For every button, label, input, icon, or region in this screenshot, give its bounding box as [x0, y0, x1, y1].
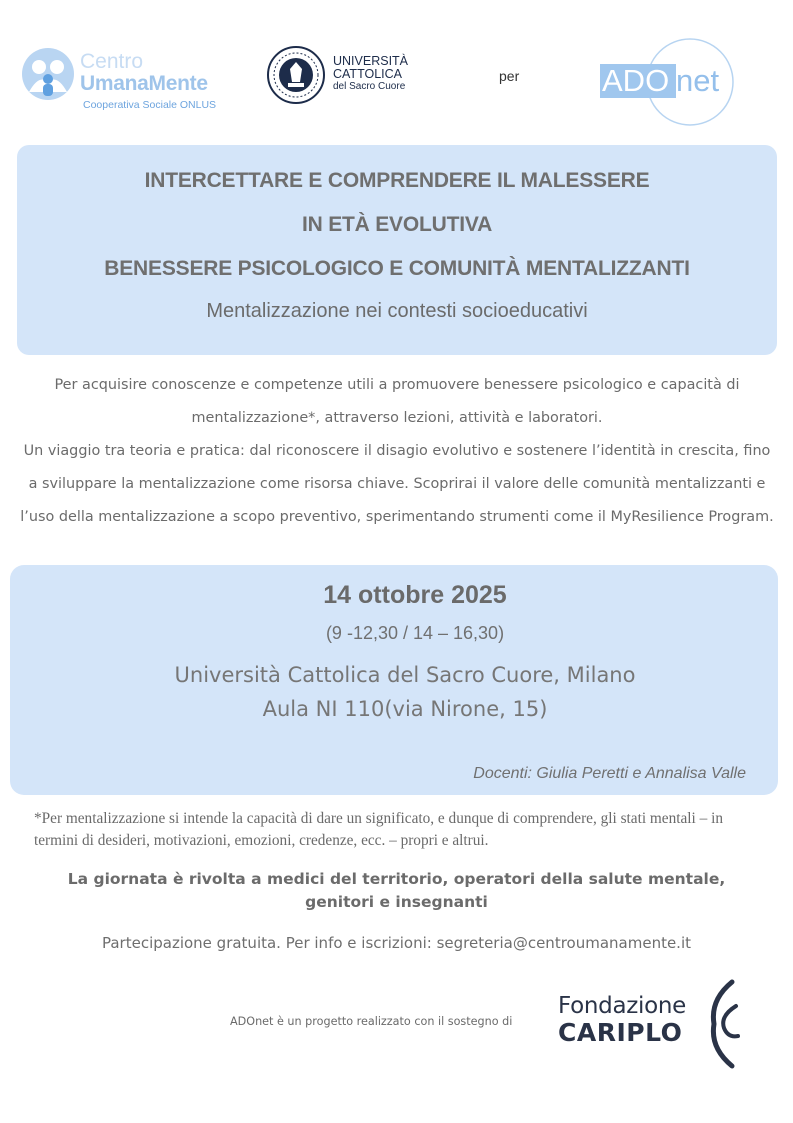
- event-room: Aula NI 110(via Nirone, 15): [262, 697, 548, 721]
- contact-info: Partecipazione gratuita. Per info e iscrizioni: segreteria@centroumanamente.it: [101, 934, 691, 952]
- adonet-logo-part2: net: [676, 63, 720, 98]
- cariplo-logo-line1: Fondazione: [558, 993, 687, 1019]
- centro-umanamente-logo: [20, 44, 235, 114]
- per-label: per: [499, 68, 520, 84]
- umanamente-logo-line1: Centro: [80, 50, 144, 73]
- audience-line-1: La giornata è rivolta a medici del territorio, operatori della salute mentale,: [67, 870, 726, 888]
- university-seal-icon: [266, 44, 326, 106]
- cattolica-logo-line2: CATTOLICA: [333, 67, 402, 81]
- audience-line-2: genitori e insegnanti: [305, 893, 488, 911]
- adonet-logo-part1: ADO: [602, 63, 670, 98]
- title-line-3: BENESSERE PSICOLOGICO E COMUNITÀ MENTALIZZANTI: [104, 257, 690, 280]
- umanamente-logo-line3: Cooperativa Sociale ONLUS: [83, 99, 217, 111]
- event-date: 14 ottobre 2025: [323, 581, 507, 609]
- target-audience: [20, 868, 773, 914]
- description-paragraph-2: Un viaggio tra teoria e pratica: dal riconoscere il disagio evolutivo e sostenere l’identità in crescita, fino a sviluppare la mentalizzazione come risorsa chiave. Scoprirai il valore delle comunità mentalizzanti e l’uso della mentalizzazione a scopo preventivo, sperimentando strumenti come il MyResilience Program.: [20, 443, 774, 525]
- umanamente-logo-line2: UmanaMente: [80, 72, 208, 95]
- adonet-logo: [598, 38, 740, 130]
- event-time: (9 -12,30 / 14 – 16,30): [325, 623, 505, 643]
- universita-cattolica-logo: [266, 44, 416, 106]
- mentalization-footnote: *Per mentalizzazione si intende la capacità di dare un significato, e dunque di comprendere, gli stati mentali – in termini di desideri, motivazioni, emozioni, credenze, ecc. – propri e altrui.: [34, 810, 723, 849]
- course-description: [18, 369, 776, 534]
- event-teachers: Docenti: Giulia Peretti e Annalisa Valle: [473, 765, 746, 782]
- cattolica-logo-line1: UNIVERSITÀ: [333, 54, 409, 68]
- cattolica-logo-line3: del Sacro Cuore: [333, 81, 406, 92]
- title-box: [17, 145, 777, 355]
- subtitle: Mentalizzazione nei contesti socioeducativi: [206, 300, 588, 322]
- event-box: [10, 565, 778, 795]
- family-figure-icon: [20, 46, 76, 102]
- title-line-1: INTERCETTARE E COMPRENDERE IL MALESSERE: [144, 169, 650, 192]
- sponsor-note: ADOnet è un progetto realizzato con il sostegno di: [230, 1015, 513, 1028]
- cariplo-logo-line2: CARIPLO: [558, 1018, 683, 1047]
- title-line-2: IN ETÀ EVOLUTIVA: [301, 213, 493, 236]
- event-venue: Università Cattolica del Sacro Cuore, Milano: [174, 663, 636, 687]
- cariplo-mark-icon: [702, 978, 742, 1070]
- fondazione-cariplo-logo: [556, 978, 746, 1070]
- description-paragraph-1: Per acquisire conoscenze e competenze utili a promuovere benessere psicologico e capacità di mentalizzazione*, attraverso lezioni, attività e laboratori.: [54, 377, 740, 426]
